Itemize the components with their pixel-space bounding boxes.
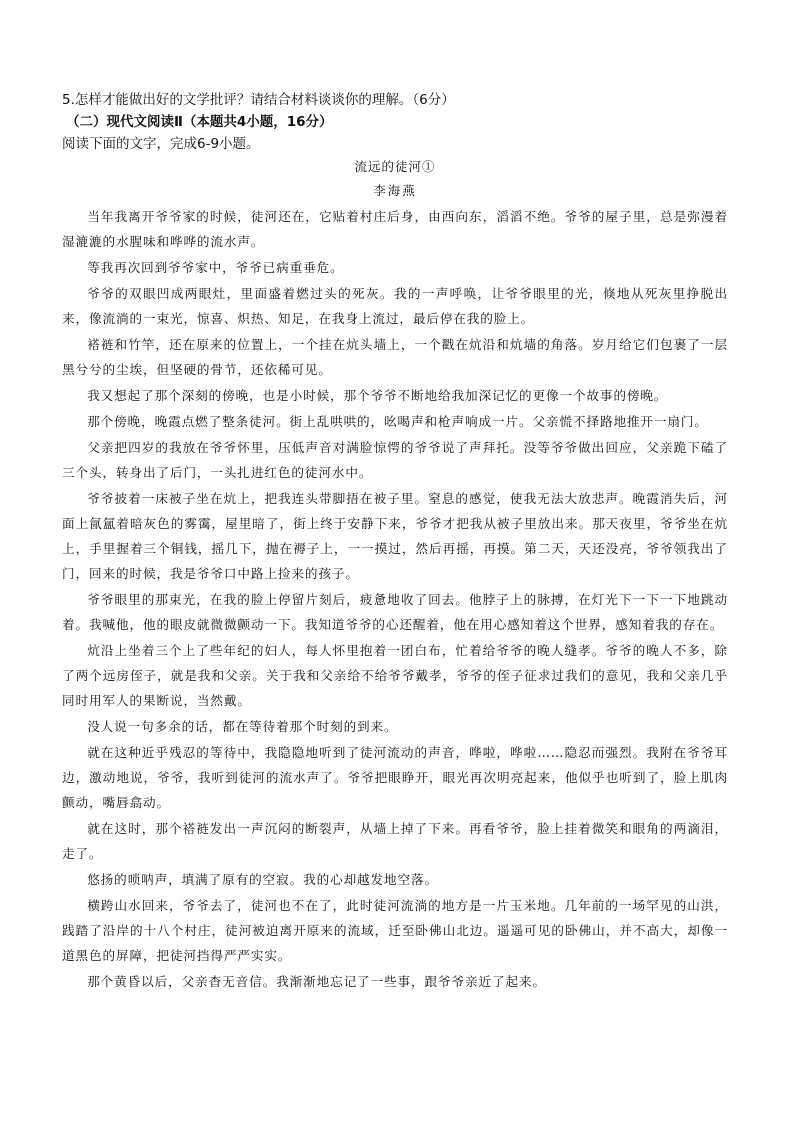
paragraph: 褡裢和竹竿，还在原来的位置上，一个挂在炕头墙上，一个戳在炕沿和炕墙的角落。岁月给它们包裹了一层黑兮兮的尘埃，但坚硬的骨节，还依稀可见。	[62, 337, 728, 377]
paragraph: 那个傍晚，晚霞点燃了整条徒河。街上乱哄哄的，吆喝声和枪声响成一片。父亲慌不择路地推开一扇门。	[87, 414, 708, 429]
article	[62, 158, 728, 994]
paragraph: 父亲把四岁的我放在爷爷怀里，压低声音对满脸惊愕的爷爷说了声拜托。没等爷爷做出回应，父亲跪下磕了三个头，转身出了后门，一头扎进红色的徒河水中。	[62, 440, 728, 480]
paragraph: 没人说一句多余的话，都在等待着那个时刻的到来。	[87, 719, 398, 734]
article-author: 李海燕	[373, 183, 417, 198]
paragraph: 爷爷披着一床被子坐在炕上，把我连头带脚捂在被子里。窒息的感觉，使我无法大放悲声。晚霞消失后，河面上氤氲着暗灰色的雾霭，屋里暗了，街上终于安静下来，爷爷才把我从被子里放出来。那天夜里，爷爷坐在炕上，手里握着三个铜钱，摇几下，抛在褥子上，一一摸过，然后再摇，再摸。第二天，天还没亮，爷爷领我出了门，回来的时候，我是爷爷口中路上捡来的孩子。	[62, 491, 728, 581]
article-body	[62, 204, 728, 994]
paragraph: 等我再次回到爷爷家中，爷爷已病重垂危。	[87, 260, 344, 275]
paragraph: 横跨山水回来，爷爷去了，徒河也不在了，此时徒河流淌的地方是一片玉米地。几年前的一场罕见的山洪，践踏了沿岸的十八个村庄，徒河被迫离开原来的流域，迁至卧佛山北边。遥遥可见的卧佛山，并不高大，却像一道黑色的屏障，把徒河挡得严严实实。	[62, 898, 728, 963]
question-5: 5.怎样才能做出好的文学批评？请结合材料谈谈你的理解。（6分）	[62, 92, 455, 108]
paragraph: 我又想起了那个深刻的傍晚，也是小时候，那个爷爷不断地给我加深记忆的更像一个故事的傍晚。	[87, 388, 668, 403]
paragraph: 当年我离开爷爷家的时候，徒河还在，它贴着村庄后身，由西向东，滔滔不绝。爷爷的屋子里，总是弥漫着湿漉漉的水腥味和哗哗的流水声。	[62, 209, 728, 249]
paragraph: 就在这种近乎残忍的等待中，我隐隐地听到了徒河流动的声音，哗啦，哗啦……隐忍而强烈。我附在爷爷耳边，激动地说，爷爷，我听到徒河的流水声了。爷爷把眼睁开，眼光再次明亮起来，他似乎也听到了，脸上肌肉颤动，嘴唇翕动。	[62, 745, 728, 810]
paragraph: 悠扬的唢呐声，填满了原有的空寂。我的心却越发地空落。	[87, 872, 439, 887]
paragraph: 那个黄昏以后，父亲杳无音信。我渐渐地忘记了一些事，跟爷爷亲近了起来。	[87, 974, 546, 989]
document-page	[62, 90, 728, 995]
section-heading: （二）现代文阅读Ⅱ（本题共4小题，16分）	[66, 114, 333, 130]
paragraph: 就在这时，那个褡裢发出一声沉闷的断裂声，从墙上掉了下来。再看爷爷，脸上挂着微笑和眼角的两滴泪，走了。	[62, 821, 728, 861]
paragraph: 爷爷眼里的那束光，在我的脸上停留片刻后，疲惫地收了回去。他脖子上的脉搏，在灯光下一下一下地跳动着。我喊他，他的眼皮就微微颤动一下。我知道爷爷的心还醒着，他在用心感知着这个世界，感知着我的存在。	[62, 592, 728, 632]
article-title: 流远的徒河①	[354, 159, 436, 174]
reading-instruction: 阅读下面的文字，完成6-9小题。	[62, 136, 260, 152]
paragraph: 炕沿上坐着三个上了些年纪的妇人，每人怀里抱着一团白布，忙着给爷爷的晚人缝孝。爷爷的晚人不多，除了两个远房侄子，就是我和父亲。关于我和父亲给不给爷爷戴孝，爷爷的侄子征求过我们的意见，我和父亲几乎同时用军人的果断说，当然戴。	[62, 643, 728, 708]
paragraph: 爷爷的双眼凹成两眼灶，里面盛着燃过头的死灰。我的一声呼唤，让爷爷眼里的光，倏地从死灰里挣脱出来，像流淌的一束光，惊喜、炽热、知足，在我身上流过，最后停在我的脸上。	[62, 286, 728, 326]
